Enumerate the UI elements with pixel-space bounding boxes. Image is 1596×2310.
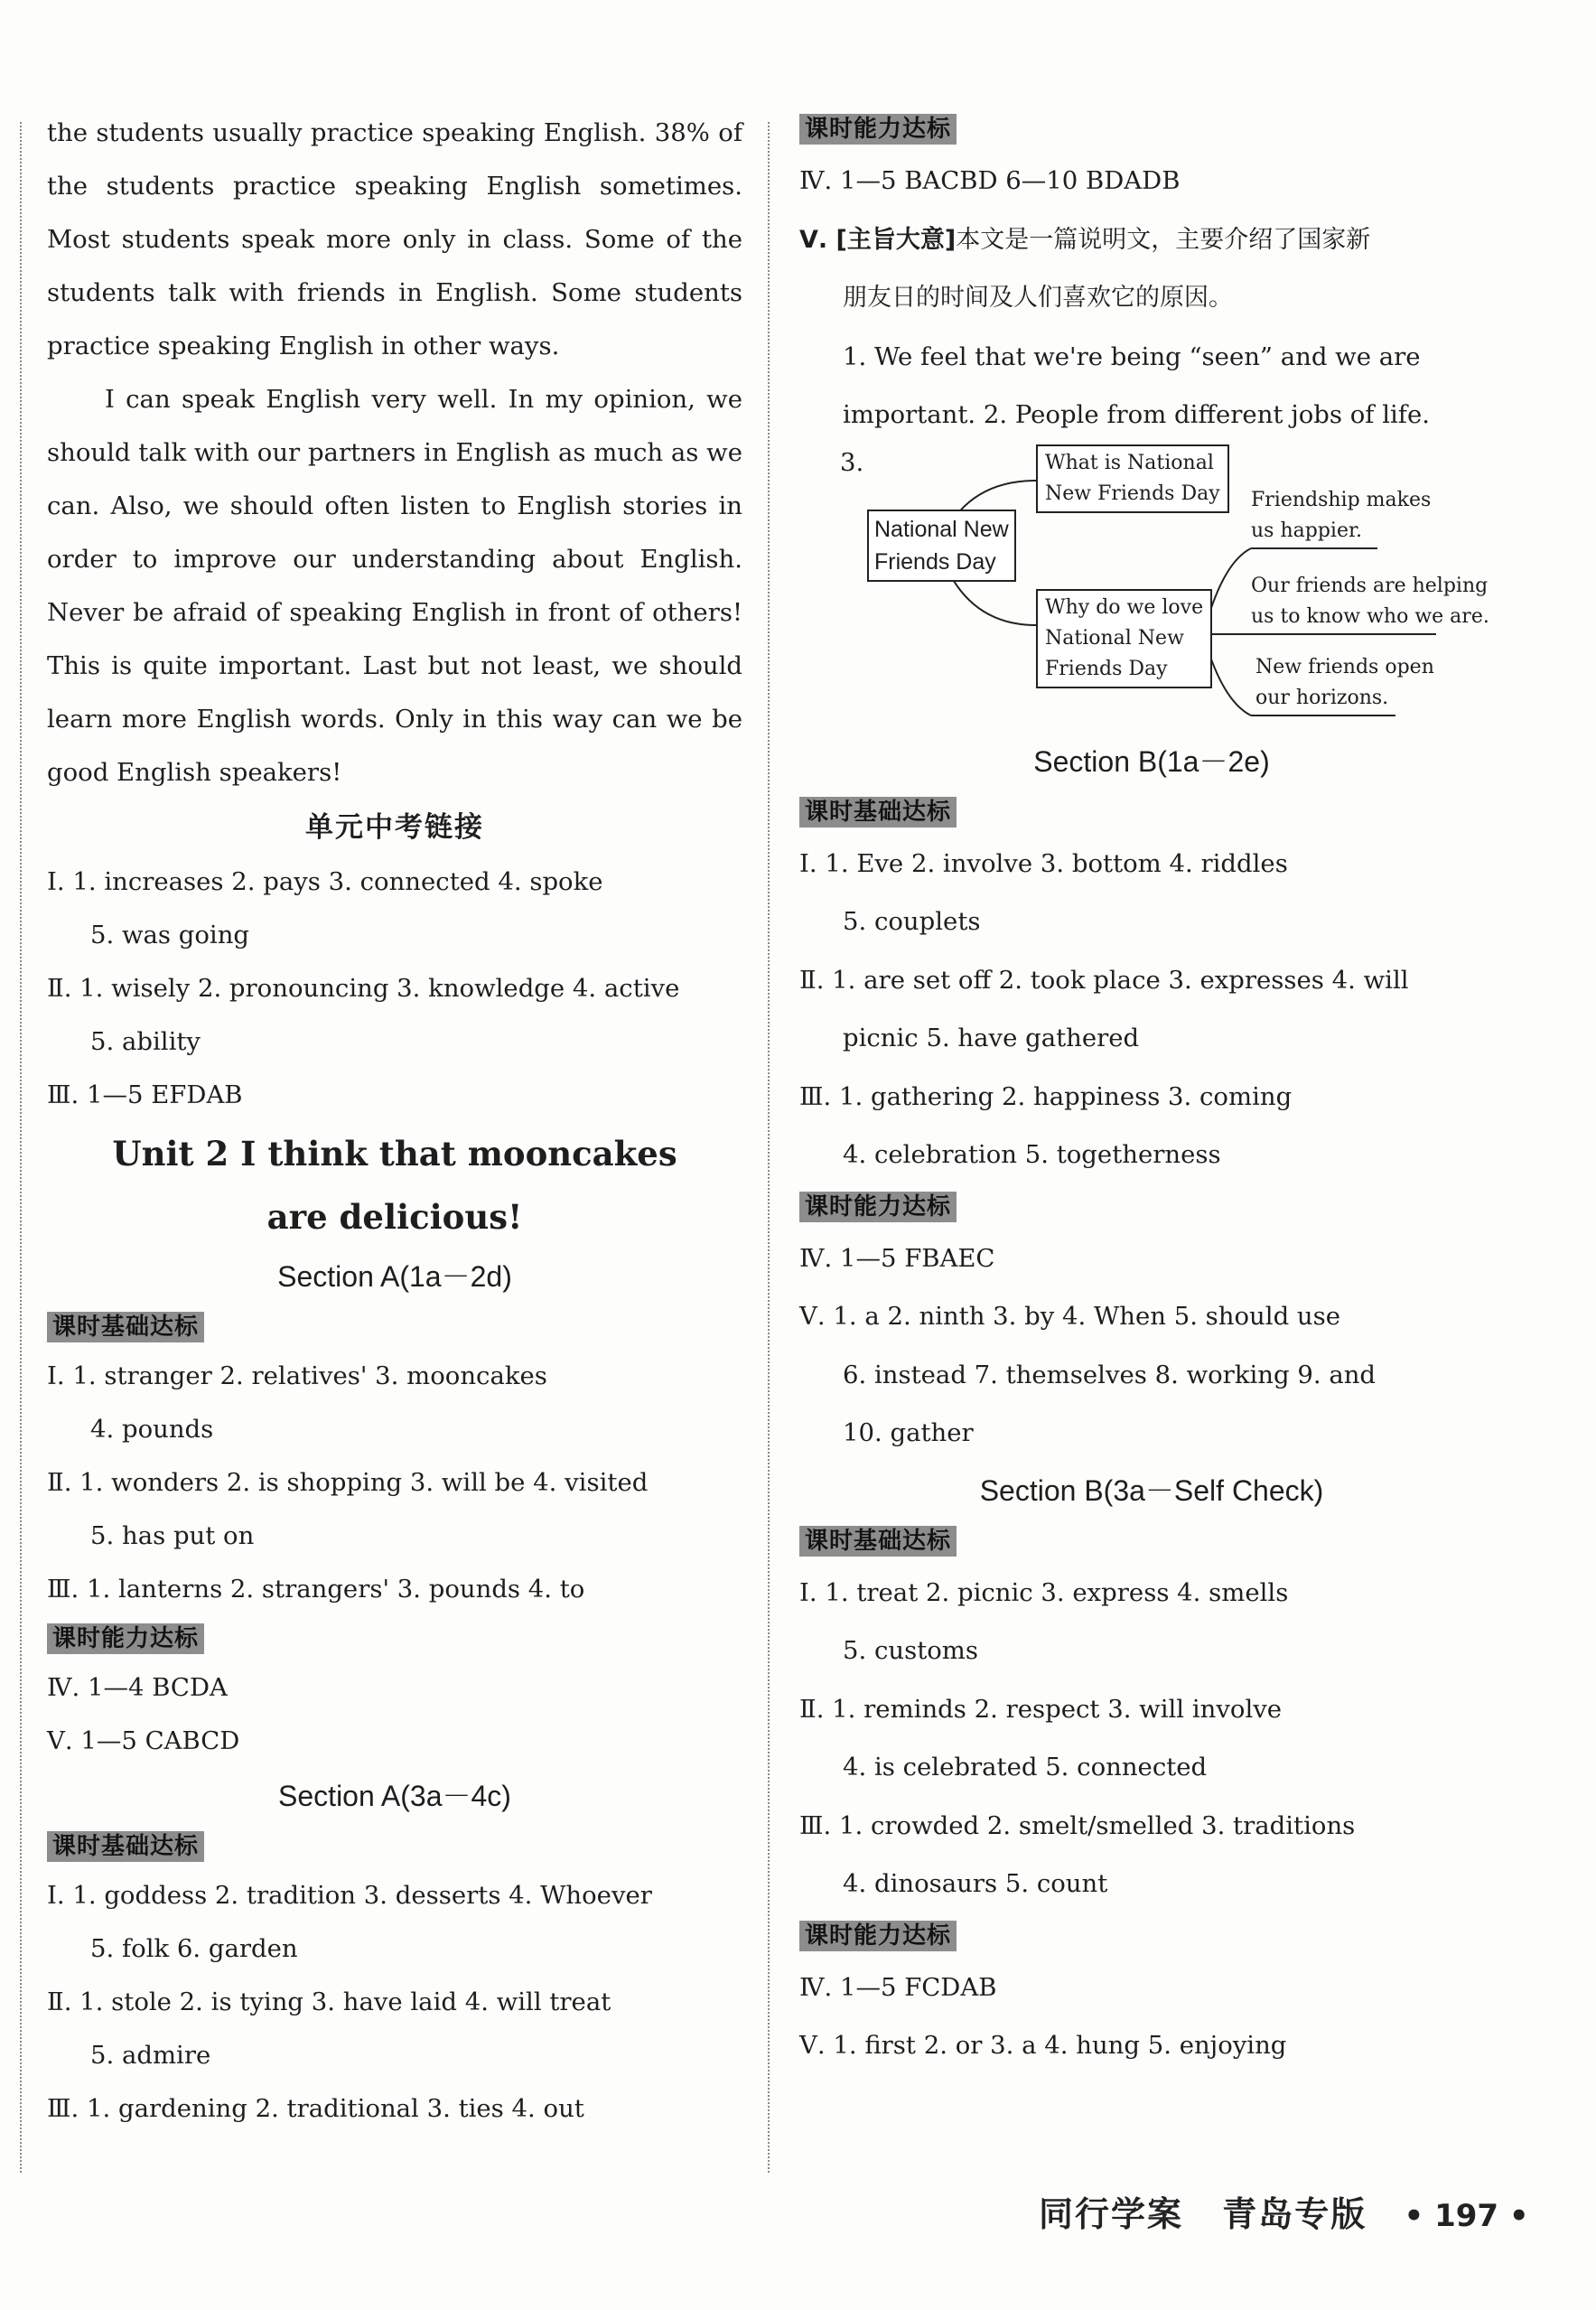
section-b2-title: Section B(3a－Self Check) bbox=[979, 1473, 1324, 1507]
answer-line: Ⅳ. 1—5 FCDAB bbox=[799, 1972, 997, 2002]
column-divider bbox=[768, 122, 770, 2173]
mind-map-number: 3. bbox=[840, 447, 864, 477]
mind-map-reason-1: Friendship makes us happier. bbox=[1251, 488, 1432, 542]
answer-line: Ⅱ. 1. are set off 2. took place 3. expresses 4. will bbox=[799, 965, 1409, 995]
mind-map-root: National New Friends Day bbox=[867, 510, 1016, 582]
answer-line: 5. couplets bbox=[843, 907, 981, 936]
answer-line: Ⅴ. 1. a 2. ninth 3. by 4. When 5. should use bbox=[799, 1302, 1341, 1331]
mind-map-reason-3: New friends open our horizons. bbox=[1255, 655, 1434, 709]
answer-line: Ⅳ. 1—5 BACBD 6—10 BDADB bbox=[799, 166, 1181, 195]
ability-tag: 课时能力达标 bbox=[47, 1623, 204, 1654]
unit-title-line-1: Unit 2 I think that mooncakes bbox=[112, 1134, 677, 1174]
answer-line: Ⅰ. 1. goddess 2. tradition 3. desserts 4. Whoever bbox=[47, 1881, 652, 1910]
answer-line: Ⅲ. 1—5 EFDAB bbox=[47, 1080, 243, 1109]
answer-line: 1. We feel that we're being “seen” and we are bbox=[843, 341, 1421, 371]
answer-line: Ⅲ. 1. gathering 2. happiness 3. coming bbox=[799, 1081, 1293, 1111]
left-margin-rule bbox=[20, 122, 22, 2173]
answer-line: 5. admire bbox=[90, 2041, 211, 2070]
main-idea-line bbox=[799, 210, 1504, 270]
mind-map bbox=[799, 444, 1504, 734]
basic-tag: 课时基础达标 bbox=[799, 797, 957, 828]
page-number: • 197 • bbox=[1404, 2198, 1529, 2234]
answer-line: 5. folk 6. garden bbox=[90, 1934, 298, 1963]
basic-tag: 课时基础达标 bbox=[47, 1831, 204, 1862]
section-a1-title: Section A(1a－2d) bbox=[277, 1260, 512, 1293]
essay-paragraph-2: I can speak English very well. In my opinion, we should talk with our partners in English as much as we can. Also, we should often listen to English stories in order to improve our understanding about English. Never be afraid of speaking English in front of others! This is quite important. Last but not least, we should learn more English words. Only in this way can we be good English speakers! bbox=[47, 385, 742, 787]
mind-map-question-1: What is National New Friends Day bbox=[1036, 444, 1229, 513]
answer-line: 4. celebration 5. togetherness bbox=[843, 1140, 1221, 1169]
answer-line: 4. is celebrated 5. connected bbox=[843, 1753, 1208, 1782]
answer-line: 5. ability bbox=[90, 1027, 201, 1056]
section-a2-title: Section A(3a－4c) bbox=[278, 1780, 511, 1812]
ability-tag: 课时能力达标 bbox=[799, 1192, 957, 1222]
answer-line: 6. instead 7. themselves 8. working 9. and bbox=[843, 1360, 1377, 1389]
answer-line: Ⅱ. 1. wonders 2. is shopping 3. will be 4. visited bbox=[47, 1468, 649, 1497]
answer-line: Ⅲ. 1. crowded 2. smelt/smelled 3. traditions bbox=[799, 1810, 1356, 1840]
edition-label: 青岛专版 bbox=[1222, 2194, 1367, 2234]
answer-line: 10. gather bbox=[843, 1418, 974, 1447]
answer-line: Ⅴ. 1—5 CABCD bbox=[47, 1726, 240, 1755]
answer-line: Ⅰ. 1. increases 2. pays 3. connected 4. spoke bbox=[47, 867, 603, 896]
answer-line: 5. customs bbox=[843, 1636, 979, 1665]
answer-line: Ⅲ. 1. gardening 2. traditional 3. ties 4. out bbox=[47, 2094, 584, 2123]
answer-line: 5. has put on bbox=[90, 1521, 255, 1550]
answer-line: 4. dinosaurs 5. count bbox=[843, 1869, 1108, 1898]
answer-line: Ⅰ. 1. treat 2. picnic 3. express 4. smells bbox=[799, 1577, 1289, 1607]
answer-line: Ⅱ. 1. reminds 2. respect 3. will involve bbox=[799, 1694, 1283, 1724]
answer-line: Ⅴ. 1. first 2. or 3. a 4. hung 5. enjoying bbox=[799, 2031, 1287, 2060]
unit-title-line-2: are delicious! bbox=[266, 1197, 523, 1237]
left-column bbox=[47, 107, 742, 2136]
basic-tag: 课时基础达标 bbox=[799, 1526, 957, 1557]
answer-line: Ⅲ. 1. lanterns 2. strangers' 3. pounds 4. to bbox=[47, 1575, 585, 1604]
main-idea-label: Ⅴ. [主旨大意] bbox=[799, 225, 957, 254]
book-title: 同行学案 bbox=[1039, 2194, 1184, 2234]
essay-paragraph-1: the students usually practice speaking English. 38% of the students practice speaking English sometimes. Most students speak more only in class. Some of the students talk with friends in English. Some students practice speaking English in other ways. bbox=[47, 118, 742, 360]
basic-tag: 课时基础达标 bbox=[47, 1312, 204, 1342]
answer-line: picnic 5. have gathered bbox=[843, 1024, 1140, 1052]
section-b1-title: Section B(1a－2e) bbox=[1033, 744, 1270, 778]
answer-line: 4. pounds bbox=[90, 1415, 214, 1444]
answer-line: Ⅳ. 1—4 BCDA bbox=[47, 1673, 228, 1702]
answer-line: Ⅱ. 1. wisely 2. pronouncing 3. knowledge 4. active bbox=[47, 974, 680, 1003]
answer-line: important. 2. People from different jobs of life. bbox=[843, 400, 1430, 429]
mind-map-question-2: Why do we love National New Friends Day bbox=[1036, 589, 1212, 688]
answer-line: 5. was going bbox=[90, 921, 250, 949]
answer-line: Ⅰ. 1. Eve 2. involve 3. bottom 4. riddles bbox=[799, 848, 1288, 878]
main-idea-text: 本文是一篇说明文，主要介绍了国家新 bbox=[956, 225, 1371, 254]
unit-exam-link-heading: 单元中考链接 bbox=[305, 811, 484, 844]
main-idea-text-cont: 朋友日的时间及人们喜欢它的原因。 bbox=[843, 284, 1233, 312]
ability-tag: 课时能力达标 bbox=[799, 1921, 957, 1951]
page-footer bbox=[1039, 2186, 1529, 2240]
answer-line: Ⅳ. 1—5 FBAEC bbox=[799, 1243, 995, 1273]
right-column bbox=[799, 107, 1504, 2075]
answer-line: Ⅱ. 1. stole 2. is tying 3. have laid 4. will treat bbox=[47, 1987, 611, 2016]
mind-map-reason-2: Our friends are helping us to know who we are. bbox=[1251, 574, 1489, 628]
answer-line: Ⅰ. 1. stranger 2. relatives' 3. mooncakes bbox=[47, 1361, 547, 1390]
ability-tag: 课时能力达标 bbox=[799, 114, 957, 145]
